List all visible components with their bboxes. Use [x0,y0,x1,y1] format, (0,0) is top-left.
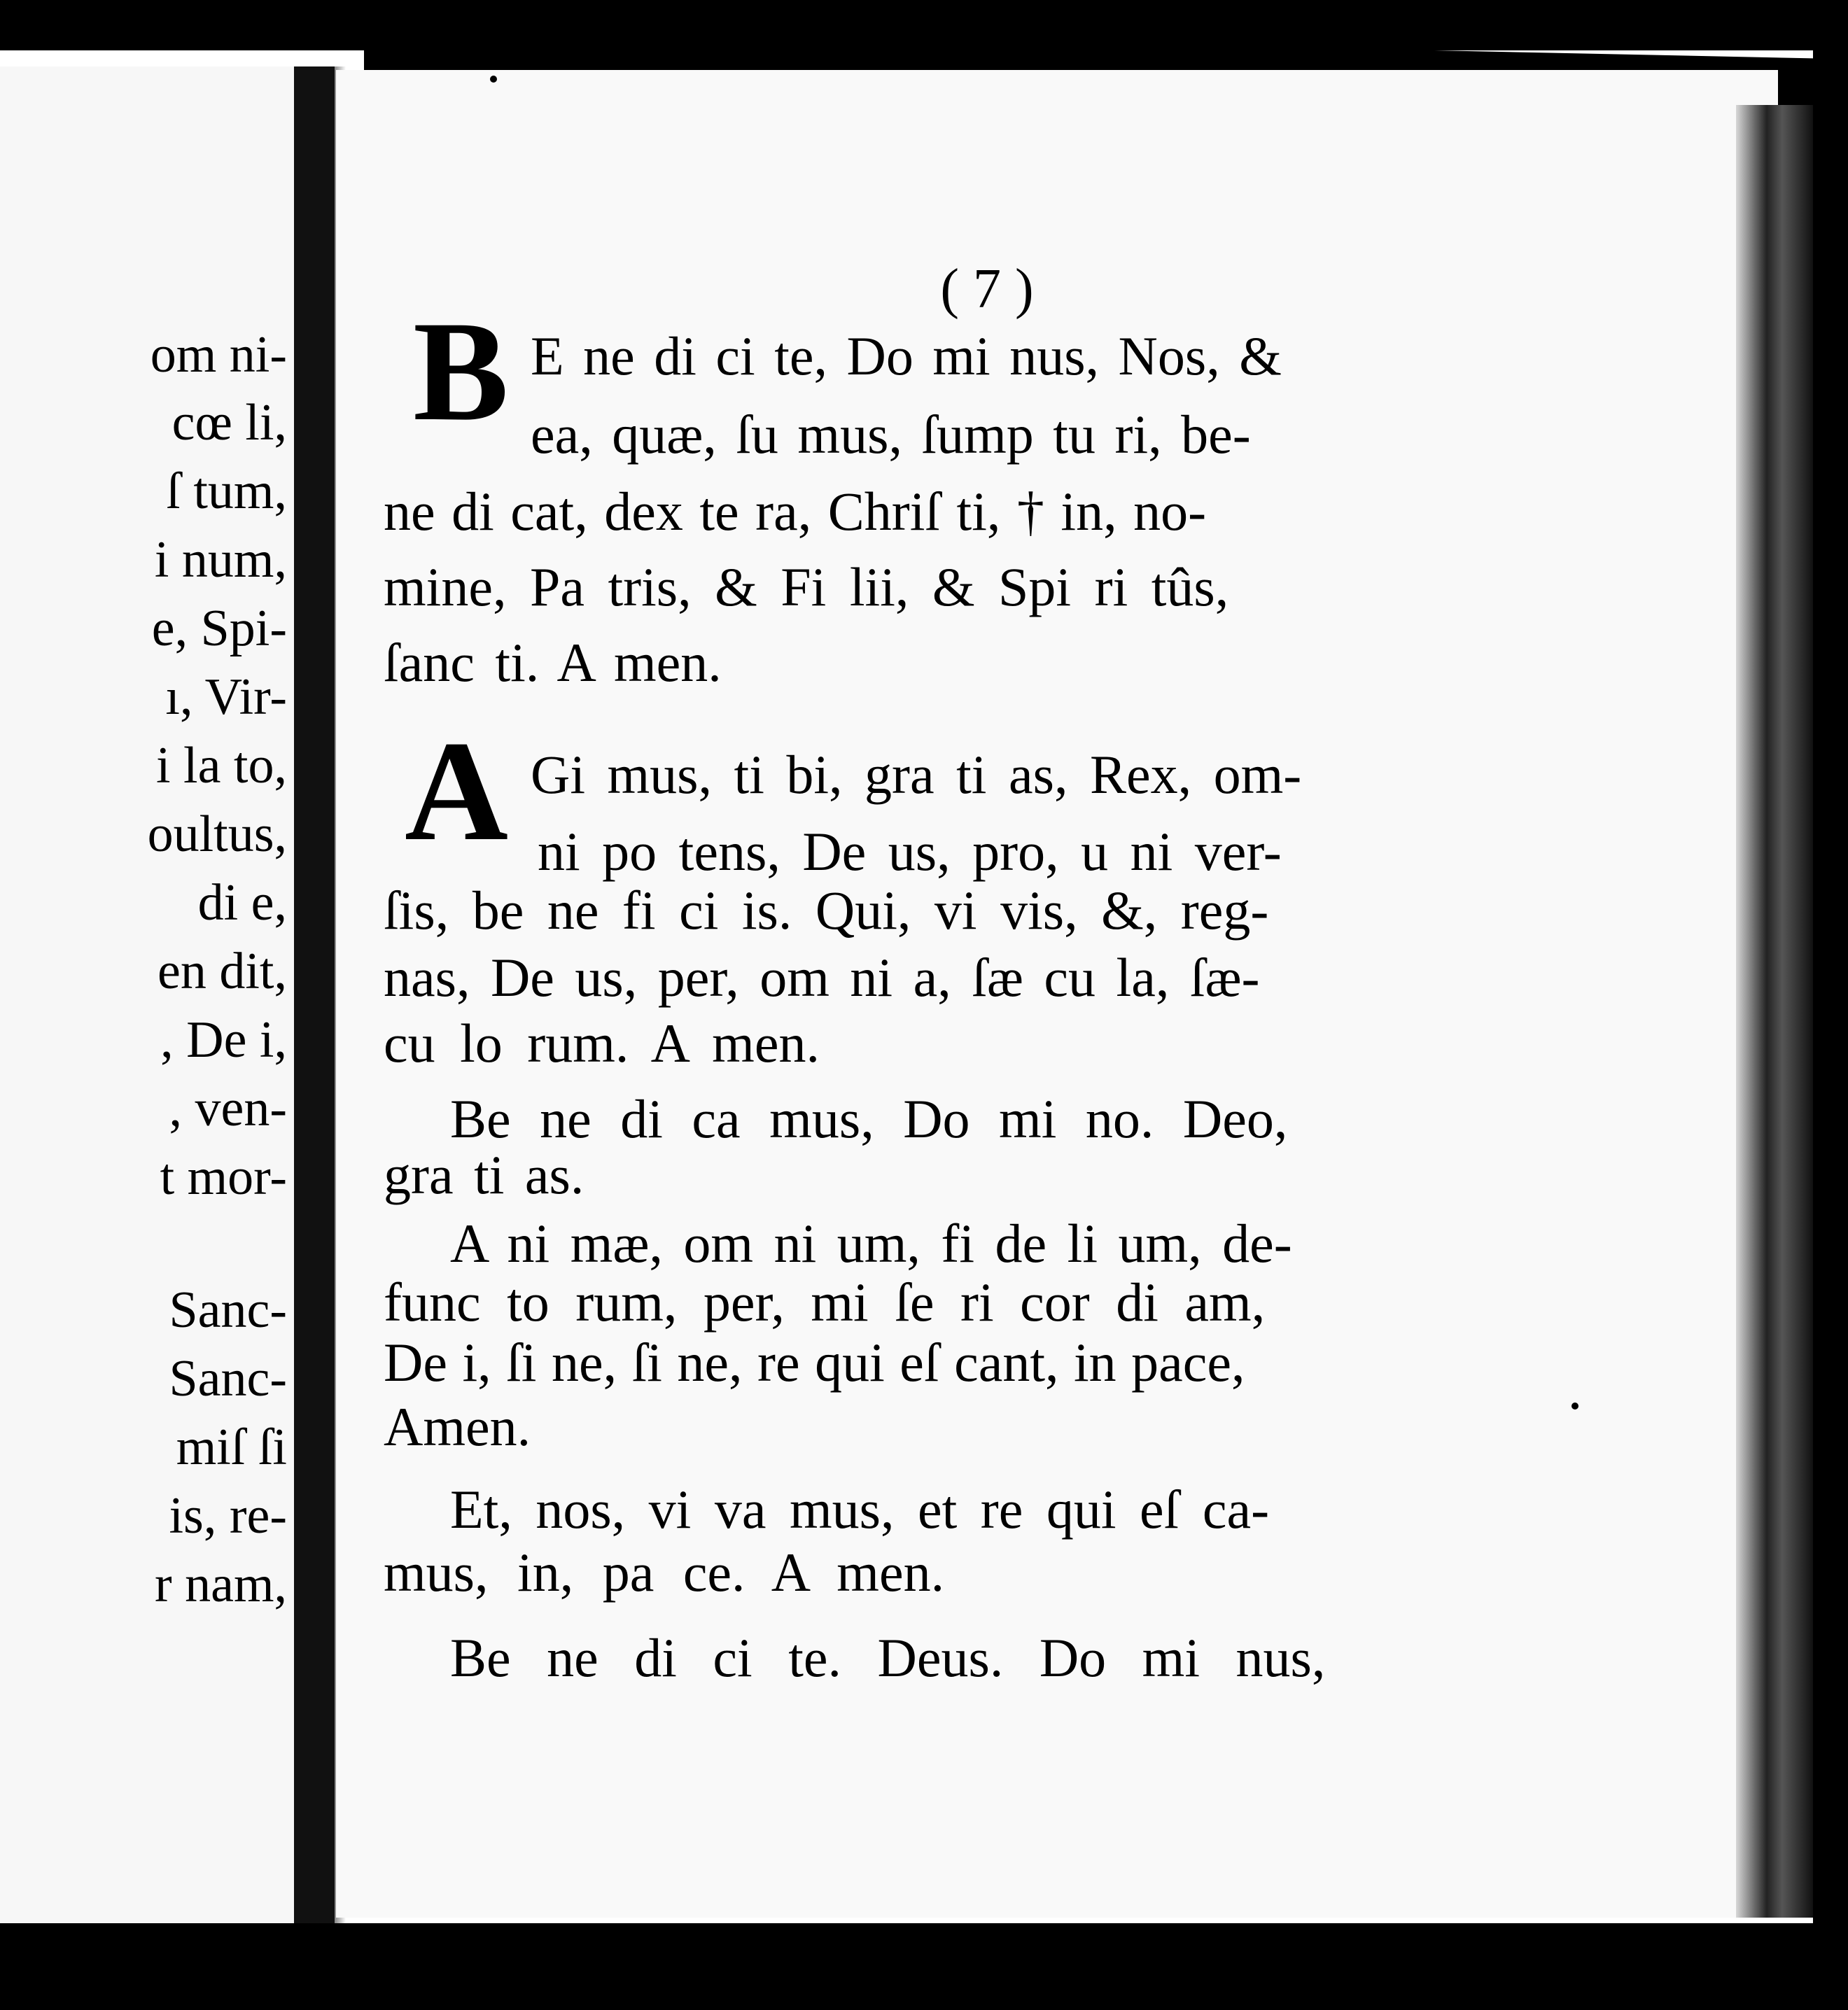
text-line: ni po tens, De us, pro, u ni ver- [538,821,1282,882]
left-line: i num, [154,531,287,589]
text-line: ſanc ti. A men. [384,632,722,693]
ink-speck [1572,1403,1578,1410]
left-line: r nam, [154,1556,287,1613]
left-line: om ni- [150,326,287,384]
left-line: en dit, [158,943,287,1000]
left-line: miſ ſi [176,1419,287,1476]
left-line: , De i, [160,1011,287,1069]
left-line: i la to, [155,737,287,794]
left-line: ſ tum, [166,463,287,520]
left-line: di e, [197,874,287,932]
left-line: Sanc- [169,1350,287,1407]
text-line: Gi mus, ti bi, gra ti as, Rex, om- [531,744,1302,805]
left-line: oultus, [147,806,287,863]
page-number: ( 7 ) [940,258,1034,320]
text-line: mus, in, pa ce. A men. [384,1542,945,1603]
text-line: mine, Pa tris, & Fi lii, & Spi ri tûs, [384,556,1229,617]
left-line: Sanc- [169,1281,287,1339]
left-line: ı, Vir- [165,668,287,726]
text-line: Be ne di ca mus, Do mi no. Deo, [450,1088,1288,1149]
scan-border-right [1813,0,1848,2010]
text-line: cu lo rum. A men. [384,1013,820,1074]
drop-cap-b: B [413,292,509,451]
text-line: Amen. [384,1396,531,1457]
page-edges [1736,105,1813,1918]
book-gutter [294,66,336,1928]
left-line: t mor- [160,1148,287,1206]
text-line: De i, ſi ne, ſi ne, re qui eſ cant, in pace, [384,1332,1245,1393]
text-line: gra ti as. [384,1144,584,1205]
scan-border-bottom [0,1923,1848,2010]
drop-cap-a: A [405,712,509,871]
left-line: is, re- [169,1487,287,1545]
left-line: e, Spi- [151,600,287,657]
text-line: Be ne di ci te. Deus. Do mi nus, [450,1627,1326,1688]
text-line: ea, quæ, ſu mus, ſump tu ri, be- [531,404,1251,465]
text-line: Et, nos, vi va mus, et re qui eſ ca- [450,1479,1270,1540]
ink-speck [490,76,497,83]
left-line: cœ li, [172,394,287,451]
text-line: nas, De us, per, om ni a, ſæ cu la, ſæ- [384,947,1260,1008]
text-line: E ne di ci te, Do mi nus, Nos, & [531,325,1282,386]
left-line: , ven- [169,1080,287,1137]
text-line: func to rum, per, mi ſe ri cor di am, [384,1272,1266,1333]
text-line: ſis, be ne fi ci is. Qui, vi vis, &, reg- [384,880,1269,941]
text-line: A ni mæ, om ni um, fi de li um, de- [450,1213,1292,1274]
text-line: ne di cat, dex te ra, Chriſ ti, † in, no- [384,481,1207,542]
left-page [0,66,301,1925]
